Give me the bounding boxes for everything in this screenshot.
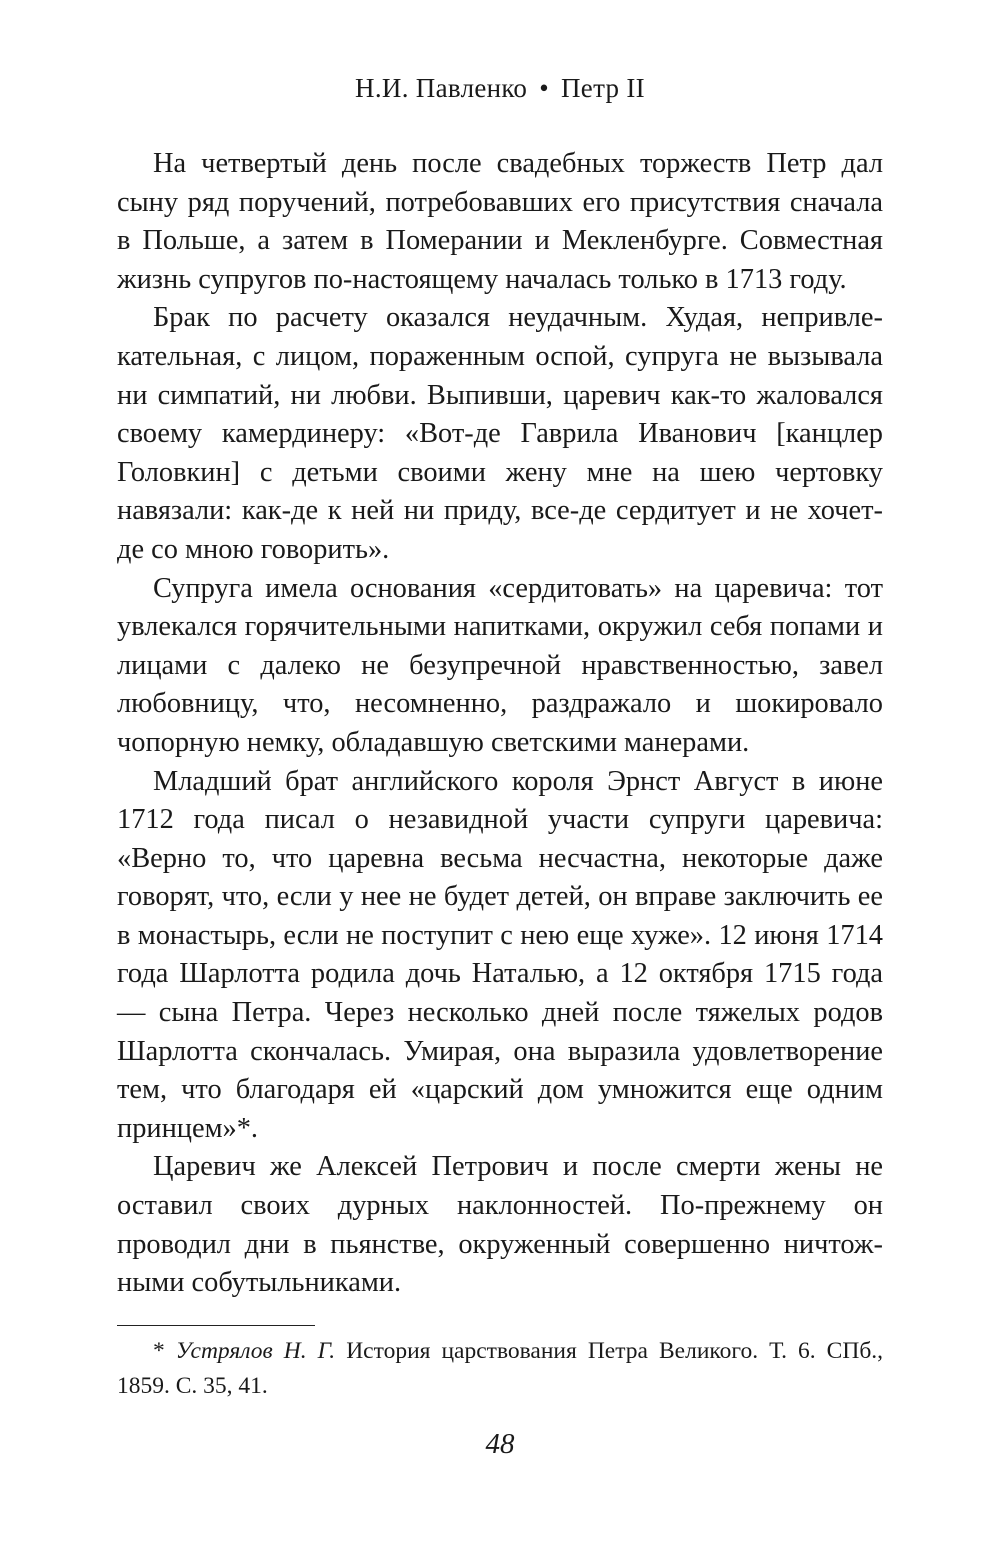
paragraph: Младший брат английского короля Эрнст Август в июне 1712 года писал о незавидной участи супруги царевича: «Верно то, что царевна весьма несчастна, некоторые даже говорят, что, если у нее не будет детей, он вправе заключить ее в монастырь, если не поступит с нею еще хуже». 12 июня 1714 года Шарлотта родила дочь Наталью, а 12 октября 1715 года — сына Петра. Через несколько дней после тяжелых родов Шарлотта скончалась. Умирая, она выразила удовлетворение тем, что благодаря ей «царский дом умножится еще одним принцем»*. — [117, 765, 883, 1144]
header-author: Н.И. Павленко — [355, 73, 528, 103]
header-title: Петр II — [561, 73, 645, 103]
footnote-author: Устрялов Н. Г. — [175, 1338, 336, 1364]
footnote-marker: * — [153, 1338, 165, 1364]
paragraph: Брак по расчету оказался неудачным. Худая, непривлекательная, с лицом, пораженным оспой, супруга не вызывала ни симпатий, ни любви. Выпивши, царевич как-то жаловался своему камердинеру: «Вот-де Гаврила Иванович [канцлер Головкин] с детьми своими жену мне на шею чертовку навязали: как-де к ней ни приду, все-де сердитует и не хочет-де со мною говорить». — [117, 302, 883, 565]
running-header — [0, 72, 1000, 104]
footnote-text: История царствования Петра Великого. Т. 6. СПб., 1859. С. 35, 41. — [117, 1338, 884, 1399]
main-text — [117, 145, 883, 1303]
paragraph: Царевич же Алексей Петрович и после смерти жены не оставил своих дурных наклонностей. По-прежнему он проводил дни в пьянстве, окруженный совершенно ничтожными собутыльниками. — [117, 1151, 883, 1299]
paragraph: Супруга имела основания «сердитовать» на царевича: тот увлекался горячительными напитками, окружил себя попами и лицами с далеко не безупречной нравственностью, завел любовницу, что, несомненно, раздражало и шокировало чопорную немку, обладавшую светскими манерами. — [117, 572, 883, 758]
paragraph: На четвертый день после свадебных торжеств Петр дал сыну ряд поручений, потребовавших его присутствия сначала в Польше, а затем в Померании и Мекленбурге. Совместная жизнь супругов по-настоящему началась только в 1713 году. — [117, 148, 883, 295]
footnote-divider — [117, 1325, 315, 1326]
footnote — [117, 1334, 883, 1404]
header-separator: • — [539, 73, 549, 103]
page-number: 48 — [485, 1428, 515, 1460]
